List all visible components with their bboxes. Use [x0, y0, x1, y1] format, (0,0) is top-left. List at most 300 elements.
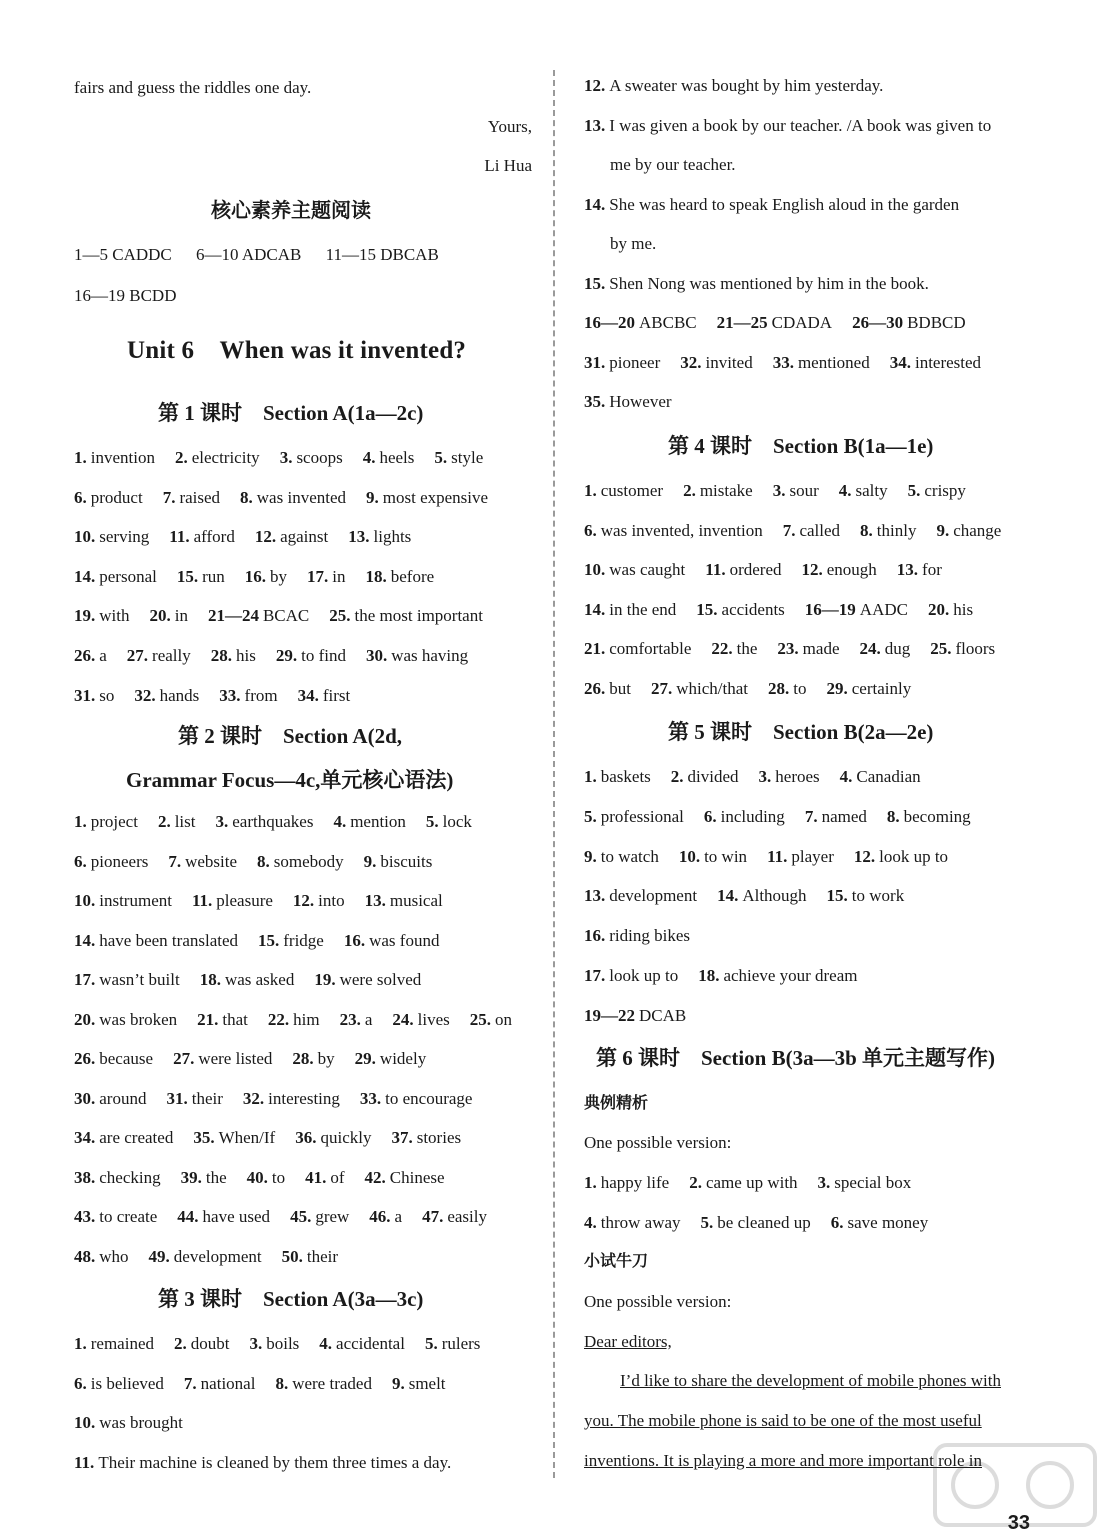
answer-row [584, 480, 986, 502]
answer-text: happy life [600, 1173, 670, 1192]
answer-item [74, 1128, 173, 1147]
answer-number: 3. [249, 1334, 263, 1353]
answer-text: the [736, 639, 758, 659]
answer-number: 1. [584, 481, 597, 500]
answer-text: development [609, 886, 698, 906]
answer-number: 27. [650, 679, 673, 698]
answer-text: of [330, 1167, 345, 1187]
answer-row [584, 391, 692, 413]
answer-text: salty [855, 481, 888, 500]
answer-number: 4. [839, 767, 853, 786]
answer-text: is believed [90, 1373, 164, 1393]
answer-item [425, 1334, 480, 1353]
answer-item [584, 639, 691, 658]
answer-number: 4. [584, 1212, 597, 1232]
answer-item [329, 606, 483, 625]
answer-number: 37. [391, 1128, 413, 1147]
answer-number: 5. [425, 812, 439, 831]
answer-number: 29. [275, 646, 298, 665]
answer-text: to [793, 679, 807, 698]
answer-item [671, 767, 739, 786]
answer-item [192, 891, 273, 910]
answer-text: divided [687, 767, 739, 786]
answer-item [168, 852, 237, 871]
answer-item [852, 313, 966, 332]
answer-item [292, 1049, 334, 1068]
answer-number: 31. [74, 685, 96, 705]
answer-item [355, 1049, 427, 1068]
answer-item [805, 807, 867, 826]
essay-line-3: inventions. It is playing a more and more important role in [584, 1451, 982, 1470]
answer-text: interesting [268, 1088, 340, 1108]
answer-number: 17. [584, 966, 606, 985]
answer-number: 46. [369, 1207, 391, 1226]
answer-row [584, 559, 962, 581]
answer-row [584, 352, 1001, 374]
answer-item [773, 481, 819, 500]
answer-number: 16. [584, 926, 606, 946]
answer-text: mentioned [797, 352, 870, 372]
answer-number: 1. [74, 448, 87, 467]
answer-item [74, 1010, 177, 1029]
answer-text: AADC [859, 599, 908, 619]
answer-number: 16. [343, 930, 366, 950]
answer-number: 13. [584, 115, 606, 135]
answer-item [584, 1213, 681, 1232]
answer-item [704, 807, 785, 826]
answer-number: 19—22 [584, 1005, 635, 1025]
answer-text: serving [99, 527, 150, 547]
answer-item [391, 1128, 461, 1147]
answer-text: national [200, 1373, 256, 1393]
answer-text: special box [834, 1173, 912, 1192]
answer-number: 28. [292, 1049, 314, 1068]
answer-item [831, 1213, 928, 1232]
answer-item [255, 527, 328, 546]
answer-row [584, 115, 1011, 137]
answer-item [854, 847, 948, 866]
answer-item [74, 488, 143, 507]
answer-number: 32. [134, 685, 156, 705]
answer-text: be cleaned up [717, 1212, 811, 1232]
answer-text: afford [193, 527, 235, 547]
answer-text: interested [914, 352, 982, 372]
answer-row [584, 1005, 706, 1027]
answer-row [584, 312, 986, 334]
answer-text: BCAC [262, 606, 310, 626]
answer-item [679, 847, 747, 866]
answer-number: 7. [162, 487, 176, 507]
letter-closing: Yours, [487, 117, 532, 136]
answer-item [74, 812, 138, 831]
answer-row [74, 1246, 358, 1268]
answer-number: 2. [174, 448, 188, 467]
answer-item [74, 1453, 451, 1472]
answer-text: a [364, 1009, 373, 1029]
answer-row [610, 154, 756, 176]
answer-item [610, 234, 656, 253]
answer-row [74, 851, 452, 873]
answer-item [174, 1334, 229, 1353]
answer-text: look up to [609, 966, 679, 985]
answer-row [74, 811, 492, 833]
answer-number: 14. [584, 194, 606, 214]
answer-item [826, 679, 911, 698]
answer-text: sour [789, 481, 819, 500]
answer-text: run [202, 566, 225, 586]
answer-item [305, 1168, 344, 1187]
answer-item [908, 481, 966, 500]
answer-item [928, 600, 973, 619]
answer-number: 23. [339, 1009, 361, 1029]
answer-number: 3. [772, 481, 786, 500]
answer-item [470, 1010, 512, 1029]
answer-number: 9. [936, 520, 950, 540]
answer-text: raised [179, 487, 221, 507]
answer-item [193, 1128, 275, 1147]
answer-text: really [152, 646, 191, 665]
answer-item [173, 1049, 272, 1068]
answer-item [365, 1168, 445, 1187]
answer-number: 20. [149, 606, 171, 626]
answer-row [74, 1452, 471, 1474]
answer-text: website [185, 851, 238, 871]
answer-item [584, 521, 763, 540]
answer-number: 6. [830, 1212, 844, 1232]
answer-row [74, 487, 508, 509]
answer-number: 5. [700, 1212, 714, 1232]
answer-item [422, 1207, 487, 1226]
answer-number: 21—24 [207, 606, 259, 626]
example-label: 典例精析 [584, 1095, 649, 1112]
answer-number: 33. [359, 1088, 382, 1108]
answer-row [74, 1127, 481, 1149]
answer-number: 1. [74, 812, 87, 831]
answer-number: 6. [74, 1373, 87, 1393]
answer-item [930, 639, 995, 658]
answer-row [584, 638, 1015, 660]
answer-text: wasn’t built [99, 970, 180, 989]
answer-text: his [236, 646, 256, 665]
answer-text: stories [416, 1128, 462, 1147]
answer-number: 15. [696, 599, 718, 619]
answer-text: becoming [903, 806, 971, 826]
answer-item [74, 1374, 164, 1393]
answer-text: BDBCD [907, 313, 966, 332]
answer-number: 14. [584, 599, 606, 619]
answer-text: a [99, 646, 107, 665]
answer-number: 10. [74, 891, 96, 910]
answer-text: accidental [336, 1334, 405, 1353]
answer-number: 7. [782, 520, 796, 540]
answer-number: 15. [258, 930, 280, 950]
answer-row [584, 194, 979, 216]
answer-item [392, 1010, 449, 1029]
answer-number: 14. [74, 566, 96, 586]
answer-text: save money [847, 1212, 929, 1232]
answer-item [74, 891, 172, 910]
answer-text: was found [369, 930, 440, 950]
answer-text: comfortable [609, 639, 692, 659]
answer-number: 35. [193, 1128, 215, 1147]
answer-row [74, 685, 370, 707]
answer-number: 34. [74, 1128, 96, 1147]
answer-row [74, 890, 463, 912]
answer-row [74, 1048, 446, 1070]
answer-item [802, 560, 877, 579]
answer-row [584, 925, 710, 947]
answer-item [773, 353, 870, 372]
answer-number: 14. [74, 930, 96, 950]
answer-item [360, 1089, 473, 1108]
answer-text: quickly [320, 1128, 372, 1147]
answer-number: 6. [584, 520, 597, 540]
answer-text: grew [315, 1207, 350, 1226]
answer-text: scoops [296, 448, 343, 467]
answer-text: who [99, 1246, 129, 1266]
answer-text: in [332, 566, 346, 586]
answer-text: before [390, 566, 435, 586]
answer-number: 49. [148, 1246, 170, 1266]
answer-item [282, 1247, 338, 1266]
answer-item [936, 521, 1001, 540]
answer-text: boils [266, 1334, 300, 1353]
answer-item [827, 886, 905, 905]
answer-text: A sweater was bought by him yesterday. [609, 76, 884, 95]
answer-number: 8. [240, 487, 253, 507]
answer-number: 10. [74, 527, 96, 547]
lesson-5-title: 第 5 课时 Section B(2a—2e) [668, 720, 934, 744]
answer-number: 4. [333, 812, 347, 831]
answer-item [840, 767, 921, 786]
answer-number: 18. [199, 970, 221, 989]
answer-text: me by our teacher. [610, 155, 736, 174]
answer-text: into [318, 891, 345, 910]
answer-item [348, 527, 411, 546]
answer-number: 10. [74, 1413, 96, 1433]
answer-number: 4. [362, 448, 376, 467]
answer-text: around [99, 1088, 147, 1108]
answer-item [276, 646, 346, 665]
answer-item [243, 1089, 340, 1108]
answer-text: have been translated [99, 930, 239, 950]
answer-item [74, 448, 155, 467]
answer-number: 20. [927, 599, 950, 619]
answer-item [74, 1207, 157, 1226]
answer-item [759, 767, 820, 786]
answer-row [74, 969, 441, 991]
answer-item [74, 606, 129, 625]
answer-number: 16—20 [584, 313, 635, 332]
answer-row [584, 75, 903, 97]
answer-row [74, 605, 503, 627]
answer-text: throw away [600, 1212, 681, 1232]
answer-item [584, 847, 659, 866]
answer-item [127, 646, 191, 665]
answer-text: somebody [273, 851, 344, 871]
answer-number: 48. [74, 1246, 96, 1266]
answer-item [584, 274, 929, 293]
answer-item [181, 1168, 227, 1187]
answer-text: remained [90, 1334, 154, 1353]
lesson-6-title: 第 6 课时 Section B(3a—3b 单元主题写作) [596, 1046, 995, 1070]
answer-text: Chinese [389, 1167, 445, 1187]
answer-item [366, 646, 468, 665]
page-number: 33 [1007, 1512, 1030, 1534]
answer-text: project [90, 812, 138, 831]
answer-number: 25. [329, 606, 351, 626]
answer-text: are created [99, 1128, 174, 1147]
answer-text: instrument [99, 891, 172, 910]
answer-number: 15. [584, 273, 606, 293]
answer-text: checking [99, 1167, 161, 1187]
answer-text: Shen Nong was mentioned by him in the book. [609, 273, 929, 293]
answer-item [705, 560, 781, 579]
watermark-logo-icon [930, 1440, 1100, 1530]
answer-number: 3. [215, 812, 229, 831]
answer-row [74, 1009, 532, 1031]
answer-item [584, 560, 685, 579]
answer-text: first [322, 685, 351, 705]
answer-row [74, 566, 454, 588]
answer-item [177, 1207, 270, 1226]
answer-item [584, 926, 690, 945]
answer-text: smelt [408, 1373, 446, 1393]
answer-text: their [306, 1246, 338, 1266]
answer-text: CDADA [771, 313, 833, 332]
answer-text: I was given a book by our teacher. /A book was given to [609, 115, 992, 135]
answer-item [74, 1334, 154, 1353]
answer-number: 36. [295, 1128, 317, 1147]
answer-number: 30. [74, 1088, 96, 1108]
answer-item [860, 521, 916, 540]
answer-row [584, 599, 993, 621]
lesson-2-title-line-1: 第 2 课时 Section A(2d, [178, 724, 403, 748]
answer-number: 21. [584, 639, 606, 659]
answer-text: list [174, 812, 196, 831]
answer-number: 8. [860, 520, 873, 540]
answer-item [158, 812, 196, 831]
answer-number: 47. [422, 1207, 444, 1226]
answer-text: rulers [441, 1334, 481, 1353]
answer-item [584, 353, 660, 372]
answer-row [74, 1088, 492, 1110]
answer-item [344, 931, 440, 950]
answer-item [584, 481, 663, 500]
answer-item [584, 1173, 669, 1192]
answer-item [584, 195, 959, 214]
answer-text: However [609, 392, 672, 411]
answer-number: 5. [434, 448, 448, 467]
answer-item [584, 807, 684, 826]
answer-text: the [205, 1167, 227, 1187]
answer-text: their [191, 1088, 223, 1108]
answer-text: development [173, 1246, 262, 1266]
answer-text: musical [389, 891, 443, 910]
reading-answers-row [74, 244, 459, 266]
answer-item [369, 1207, 402, 1226]
answer-item [584, 966, 678, 985]
answer-number: 18. [365, 566, 387, 586]
answer-item [426, 812, 472, 831]
answer-number: 38. [74, 1167, 96, 1187]
answer-item [319, 1334, 405, 1353]
answer-number: 12. [584, 76, 606, 95]
answer-item [783, 521, 840, 540]
answer-row [584, 806, 991, 828]
answer-item [584, 76, 883, 95]
answer-number: 43. [74, 1207, 96, 1226]
answer-text: thinly [876, 520, 917, 540]
answer-item [698, 966, 857, 985]
answer-text: lock [442, 812, 472, 831]
answer-item [74, 527, 149, 546]
answer-item [839, 481, 888, 500]
answer-item [216, 812, 314, 831]
answer-number: 7. [168, 851, 182, 871]
answer-text: customer [600, 481, 664, 500]
answer-row [74, 645, 488, 667]
answer-item [584, 679, 631, 698]
answer-number: 11. [705, 560, 726, 580]
answer-item [818, 1173, 912, 1192]
answer-text: made [802, 639, 840, 659]
answer-row [584, 846, 968, 868]
unit-title: When was it invented? [219, 337, 467, 364]
answer-number: 28. [210, 646, 232, 665]
answer-number: 1. [584, 1173, 597, 1192]
answer-item [74, 970, 180, 989]
answer-text: When/If [218, 1128, 276, 1147]
answer-text: crispy [924, 481, 966, 500]
answer-text: was brought [99, 1413, 183, 1433]
answer-number: 8. [275, 1373, 289, 1393]
answer-text: easily [447, 1207, 487, 1226]
answer-item [74, 1413, 183, 1432]
letter-signature: Li Hua [484, 156, 532, 175]
lesson-1-title: 第 1 课时 Section A(1a—2c) [158, 401, 424, 425]
answer-text: lights [373, 527, 412, 547]
answer-item [584, 313, 697, 332]
answer-text: so [99, 685, 115, 705]
answer-row [74, 1167, 465, 1189]
answer-number: 25. [930, 639, 952, 659]
answer-item [897, 560, 942, 579]
answer-number: 44. [177, 1207, 199, 1226]
answer-text: came up with [705, 1173, 798, 1192]
answer-item [314, 970, 421, 989]
answer-text: achieve your dream [723, 966, 858, 985]
answer-text: Canadian [856, 767, 921, 786]
answer-text: by [317, 1049, 335, 1068]
answer-number: 20. [74, 1009, 96, 1029]
answer-number: 6. [703, 806, 717, 826]
answer-number: 26. [584, 679, 606, 698]
answer-text: personal [99, 566, 157, 586]
answer-number: 2. [683, 481, 696, 500]
answer-text: pioneers [90, 851, 149, 871]
answer-text: to watch [600, 846, 659, 866]
answer-number: 3. [279, 448, 293, 467]
answer-item [363, 448, 415, 467]
answer-number: 17. [74, 970, 96, 989]
answer-item [805, 600, 908, 619]
answer-text: invited [705, 352, 753, 372]
unit-label: Unit 6 [127, 337, 195, 364]
answer-item [295, 1128, 371, 1147]
answer-text: to find [301, 646, 346, 665]
answer-item [268, 1010, 320, 1029]
